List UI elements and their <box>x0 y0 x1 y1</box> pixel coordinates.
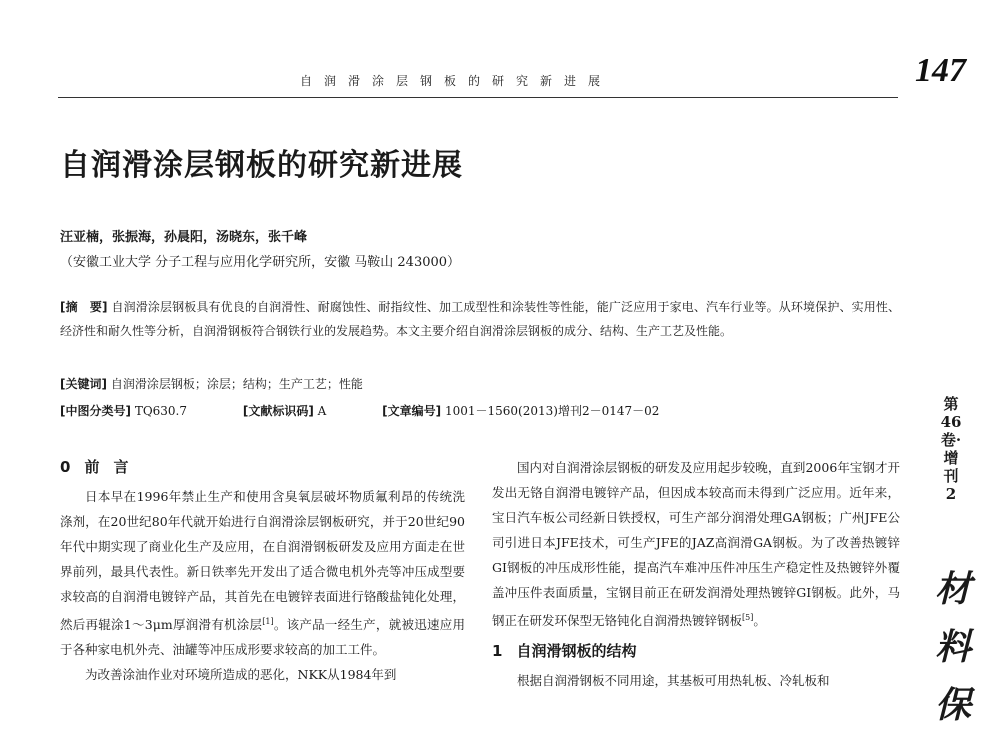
section-title: 自润滑钢板的结构 <box>516 642 637 661</box>
paragraph: 根据自润滑钢板不同用途，其基板可用热轧板、冷轧板和 <box>517 673 830 689</box>
journal-brand: 材料保 <box>934 568 971 726</box>
section-title: 前言 <box>84 458 143 476</box>
volume-sidebar: 第46卷·增刊2 <box>940 395 962 503</box>
left-column <box>60 455 465 687</box>
clc-value: TQ630.7 <box>134 404 188 418</box>
doc-code-value: A <box>317 404 327 418</box>
classification-line <box>60 402 900 419</box>
abstract-text: 自润滑涂层钢板具有优良的自润滑性、耐腐蚀性、耐指纹性、加工成型性和涂装性等性能，能广泛应用于家电、汽车行业等。从环境保护、实用性、经济性和耐久性等分析，自润滑钢板符合钢铁行业的发展趋势。本文主要介绍自润滑涂层钢板的成分、结构、生产工艺及性能。 <box>60 300 900 338</box>
right-column <box>492 455 900 693</box>
section-number: 1 <box>492 642 503 661</box>
citation: [5] <box>742 613 754 622</box>
section-number: 0 <box>60 458 71 476</box>
paragraph <box>60 484 465 662</box>
citation: [1] <box>262 617 274 626</box>
abstract-label: [摘 要] <box>60 300 108 314</box>
doc-code-label: [文献标识码] <box>242 404 314 418</box>
keywords <box>60 375 363 392</box>
paragraph-text: 。该产品一经生产，就被迅速应用于各种家电机外壳、油罐等冲压成形要求较高的加工工件。 <box>60 617 465 658</box>
clc-label: [中图分类号] <box>60 404 131 418</box>
page-number: 147 <box>915 52 966 89</box>
paragraph-text: 。 <box>753 613 766 629</box>
article-number-label: [文章编号] <box>382 404 442 418</box>
keywords-label: [关键词] <box>60 377 107 391</box>
header-rule <box>58 97 898 98</box>
section-heading-structure <box>492 639 900 664</box>
running-head: 自润滑涂层钢板的研究新进展 <box>300 74 613 88</box>
keywords-text: 自润滑涂层钢板；涂层；结构；生产工艺；性能 <box>110 377 363 391</box>
paragraph-text: 日本早在1996年禁止生产和使用含臭氧层破坏物质氟利昂的传统洗涤剂，在20世纪80年代就开始进行自润滑涂层钢板研究，并于20世纪90年代中期实现了商业化生产及应用，在自润滑钢板研发及应用方面走在世界前列，最具代表性。新日铁率先开发出了适合微电机外壳等冲压成型要求较高的自润滑电镀锌产品，其首先在电镀锌表面进行铬酸盐钝化处理，然后再辊涂1～3μm厚润滑有机涂层 <box>60 489 465 633</box>
paper-title: 自润滑涂层钢板的研究新进展 <box>60 148 463 183</box>
affiliation: （安徽工业大学 分子工程与应用化学研究所，安徽 马鞍山 243000） <box>60 255 461 270</box>
paragraph <box>492 455 900 633</box>
paragraph: 为改善涂油作业对环境所造成的恶化，NKK从1984年到 <box>85 667 397 683</box>
authors: 汪亚楠，张振海，孙晨阳，汤晓东，张千峰 <box>60 230 308 245</box>
article-number-value: 1001－1560(2013)增刊2－0147－02 <box>444 404 660 418</box>
abstract <box>60 295 900 343</box>
section-heading-intro <box>60 455 465 480</box>
paragraph-text: 国内对自润滑涂层钢板的研发及应用起步较晚，直到2006年宝钢才开发出无铬自润滑电镀锌产品，但因成本较高而未得到广泛应用。近年来，宝日汽车板公司经新日铁授权，可生产部分润滑处理GA钢板；广州JFE公司引进日本JFE技术，可生产JFE的JAZ高润滑GA钢板。为了改善热镀锌GI钢板的冲压成形性能，提高汽车难冲压件冲压生产稳定性及热镀锌外覆盖冲压件表面质量，宝钢目前正在研发润滑处理热镀锌GI钢板。此外，马钢正在研发环保型无铬钝化自润滑热镀锌钢板 <box>492 460 900 629</box>
